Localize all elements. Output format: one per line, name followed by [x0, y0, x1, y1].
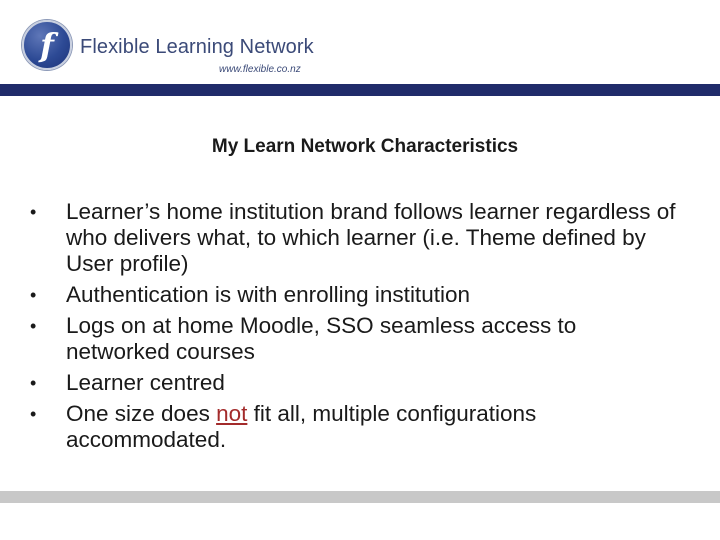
bullet-icon: •: [30, 285, 37, 305]
emphasis-not: not: [216, 401, 248, 426]
bullet-text: Logs on at home Moodle, SSO seamless access to networked courses: [66, 313, 577, 364]
bullet-text-pre: One size does: [66, 401, 217, 426]
logo-letter: f: [40, 26, 54, 64]
header-divider-bar: [0, 84, 720, 96]
bullet-item: [24, 199, 684, 277]
bullet-text: Learner’s home institution brand follows learner regardless of who delivers what, to which learner (i.e. Theme defined by User profile): [66, 199, 676, 276]
slide-title: My Learn Network Characteristics: [211, 136, 519, 157]
brand-url: www.flexible.co.nz: [219, 64, 301, 75]
bullet-item: [24, 370, 684, 396]
bullet-item: [24, 401, 684, 453]
footer-bar: [0, 491, 720, 503]
bullet-icon: •: [30, 316, 37, 336]
bullet-icon: •: [30, 202, 37, 222]
bullet-icon: •: [30, 404, 37, 424]
bullet-item: [24, 313, 684, 365]
brand-name: Flexible Learning Network: [80, 36, 314, 58]
header: [0, 0, 720, 100]
flexible-logo-icon: [22, 20, 72, 70]
bullet-list: [24, 199, 684, 458]
bullet-item: [24, 282, 684, 308]
bullet-text: Learner centred: [66, 370, 225, 395]
bullet-icon: •: [30, 373, 37, 393]
bullet-text: Authentication is with enrolling institution: [66, 282, 470, 307]
bullet-text-post: fit all, multiple configurations accommodated.: [66, 401, 537, 452]
